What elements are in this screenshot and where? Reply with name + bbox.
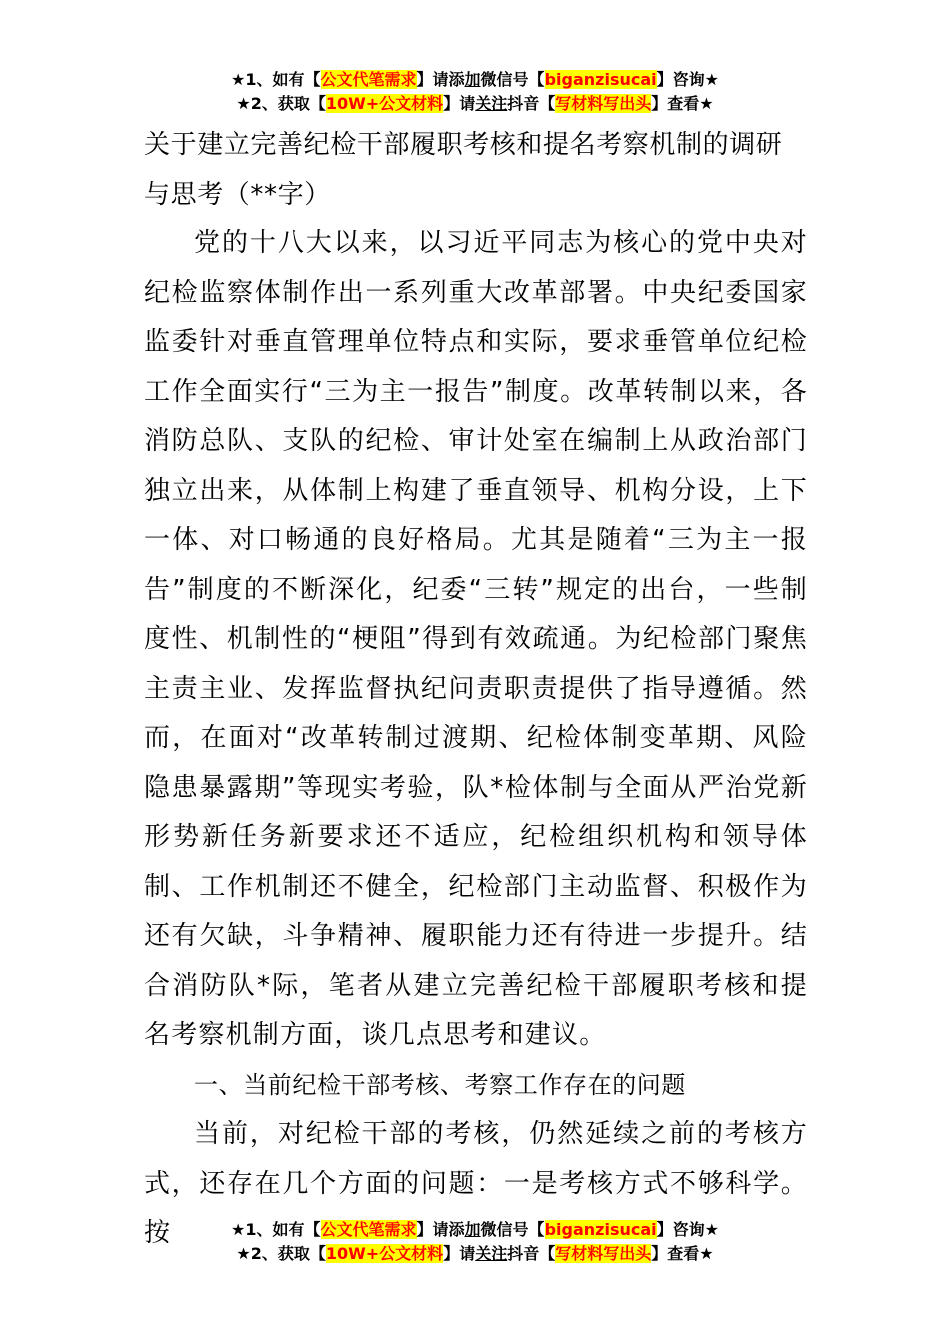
promo-highlight: 写材料写出头 <box>555 1244 652 1263</box>
promo-line-2 <box>0 1242 950 1266</box>
promo-line-1 <box>0 1218 950 1242</box>
promo-highlight: 公文代笔需求 <box>320 1220 417 1239</box>
promo-line-2 <box>0 92 950 116</box>
promo-text: 抖音【 <box>507 1244 556 1263</box>
promo-text: ★1、如有【 <box>231 70 321 89</box>
promo-text: 】请添 <box>416 70 465 89</box>
promo-text: 微信号【 <box>480 70 545 89</box>
promo-text: ★1、如有【 <box>231 1220 321 1239</box>
bottom-promo-banner <box>0 1218 950 1266</box>
section-heading: 一、当前纪检干部考核、考察工作存在的问题 <box>194 1070 686 1099</box>
promo-text: 】请添 <box>416 1220 465 1239</box>
promo-text: 】查看★ <box>651 94 714 113</box>
document-title: 关于建立完善纪检干部履职考核和提名考察机制的调研与思考（**字） <box>144 130 783 210</box>
promo-text: 微信号【 <box>480 1220 545 1239</box>
paragraph: 当前，对纪检干部的考核，仍然延续之前的考核方式，还存在几个方面的问题：一是考核方式不够科学。按 <box>144 1119 808 1248</box>
promo-highlight: 10W+公文材料 <box>325 94 444 113</box>
promo-text: ★2、获取【 <box>236 1244 326 1263</box>
document-body <box>144 219 808 1259</box>
top-promo-banner <box>0 68 950 116</box>
promo-text: 加 <box>464 70 481 89</box>
promo-highlight: 公文代笔需求 <box>320 70 417 89</box>
promo-text: 】请 <box>443 1244 476 1263</box>
promo-text: 】咨询★ <box>656 70 719 89</box>
promo-text: 加 <box>464 1220 481 1239</box>
paragraph: 党的十八大以来，以习近平同志为核心的党中央对纪检监察体制作出一系列重大改革部署。中央纪委国家监委针对垂直管理单位特点和实际，要求垂管单位纪检工作全面实行“三为主一报告”制度。改革转制以来，各消防总队、支队的纪检、审计处室在编制上从政治部门独立出来，从体制上构建了垂直领导、机构分设，上下一体、对口畅通的良好格局。尤其是随着“三为主一报告”制度的不断深化，纪委“三转”规定的出台，一些制度性、机制性的“梗阻”得到有效疏通。为纪检部门聚焦主责主业、发挥监督执纪问责职责提供了指导遵循。然而，在面对“改革转制过渡期、纪检体制变革期、风险隐患暴露期”等现实考验，队*检体制与全面从严治党新形势新任务新要求还不适应，纪检组织机构和领导体制、工作机制还不健全，纪检部门主动监督、积极作为还有欠缺，斗争精神、履职能力还有待进一步提升。结合消防队*际，笔者从建立完善纪检干部履职考核和提名考察机制方面，谈几点思考和建议。 <box>144 228 808 1050</box>
promo-text: 关注 <box>475 1244 508 1263</box>
promo-text: 】咨询★ <box>656 1220 719 1239</box>
promo-text: 】查看★ <box>651 1244 714 1263</box>
promo-highlight: 10W+公文材料 <box>325 1244 444 1263</box>
promo-text: 】请 <box>443 94 476 113</box>
promo-highlight: 写材料写出头 <box>555 94 652 113</box>
promo-text: 关注 <box>475 94 508 113</box>
promo-highlight: biganzisucai <box>544 70 657 89</box>
promo-highlight: biganzisucai <box>544 1220 657 1239</box>
promo-text: ★2、获取【 <box>236 94 326 113</box>
promo-line-1 <box>0 68 950 92</box>
promo-text: 抖音【 <box>507 94 556 113</box>
